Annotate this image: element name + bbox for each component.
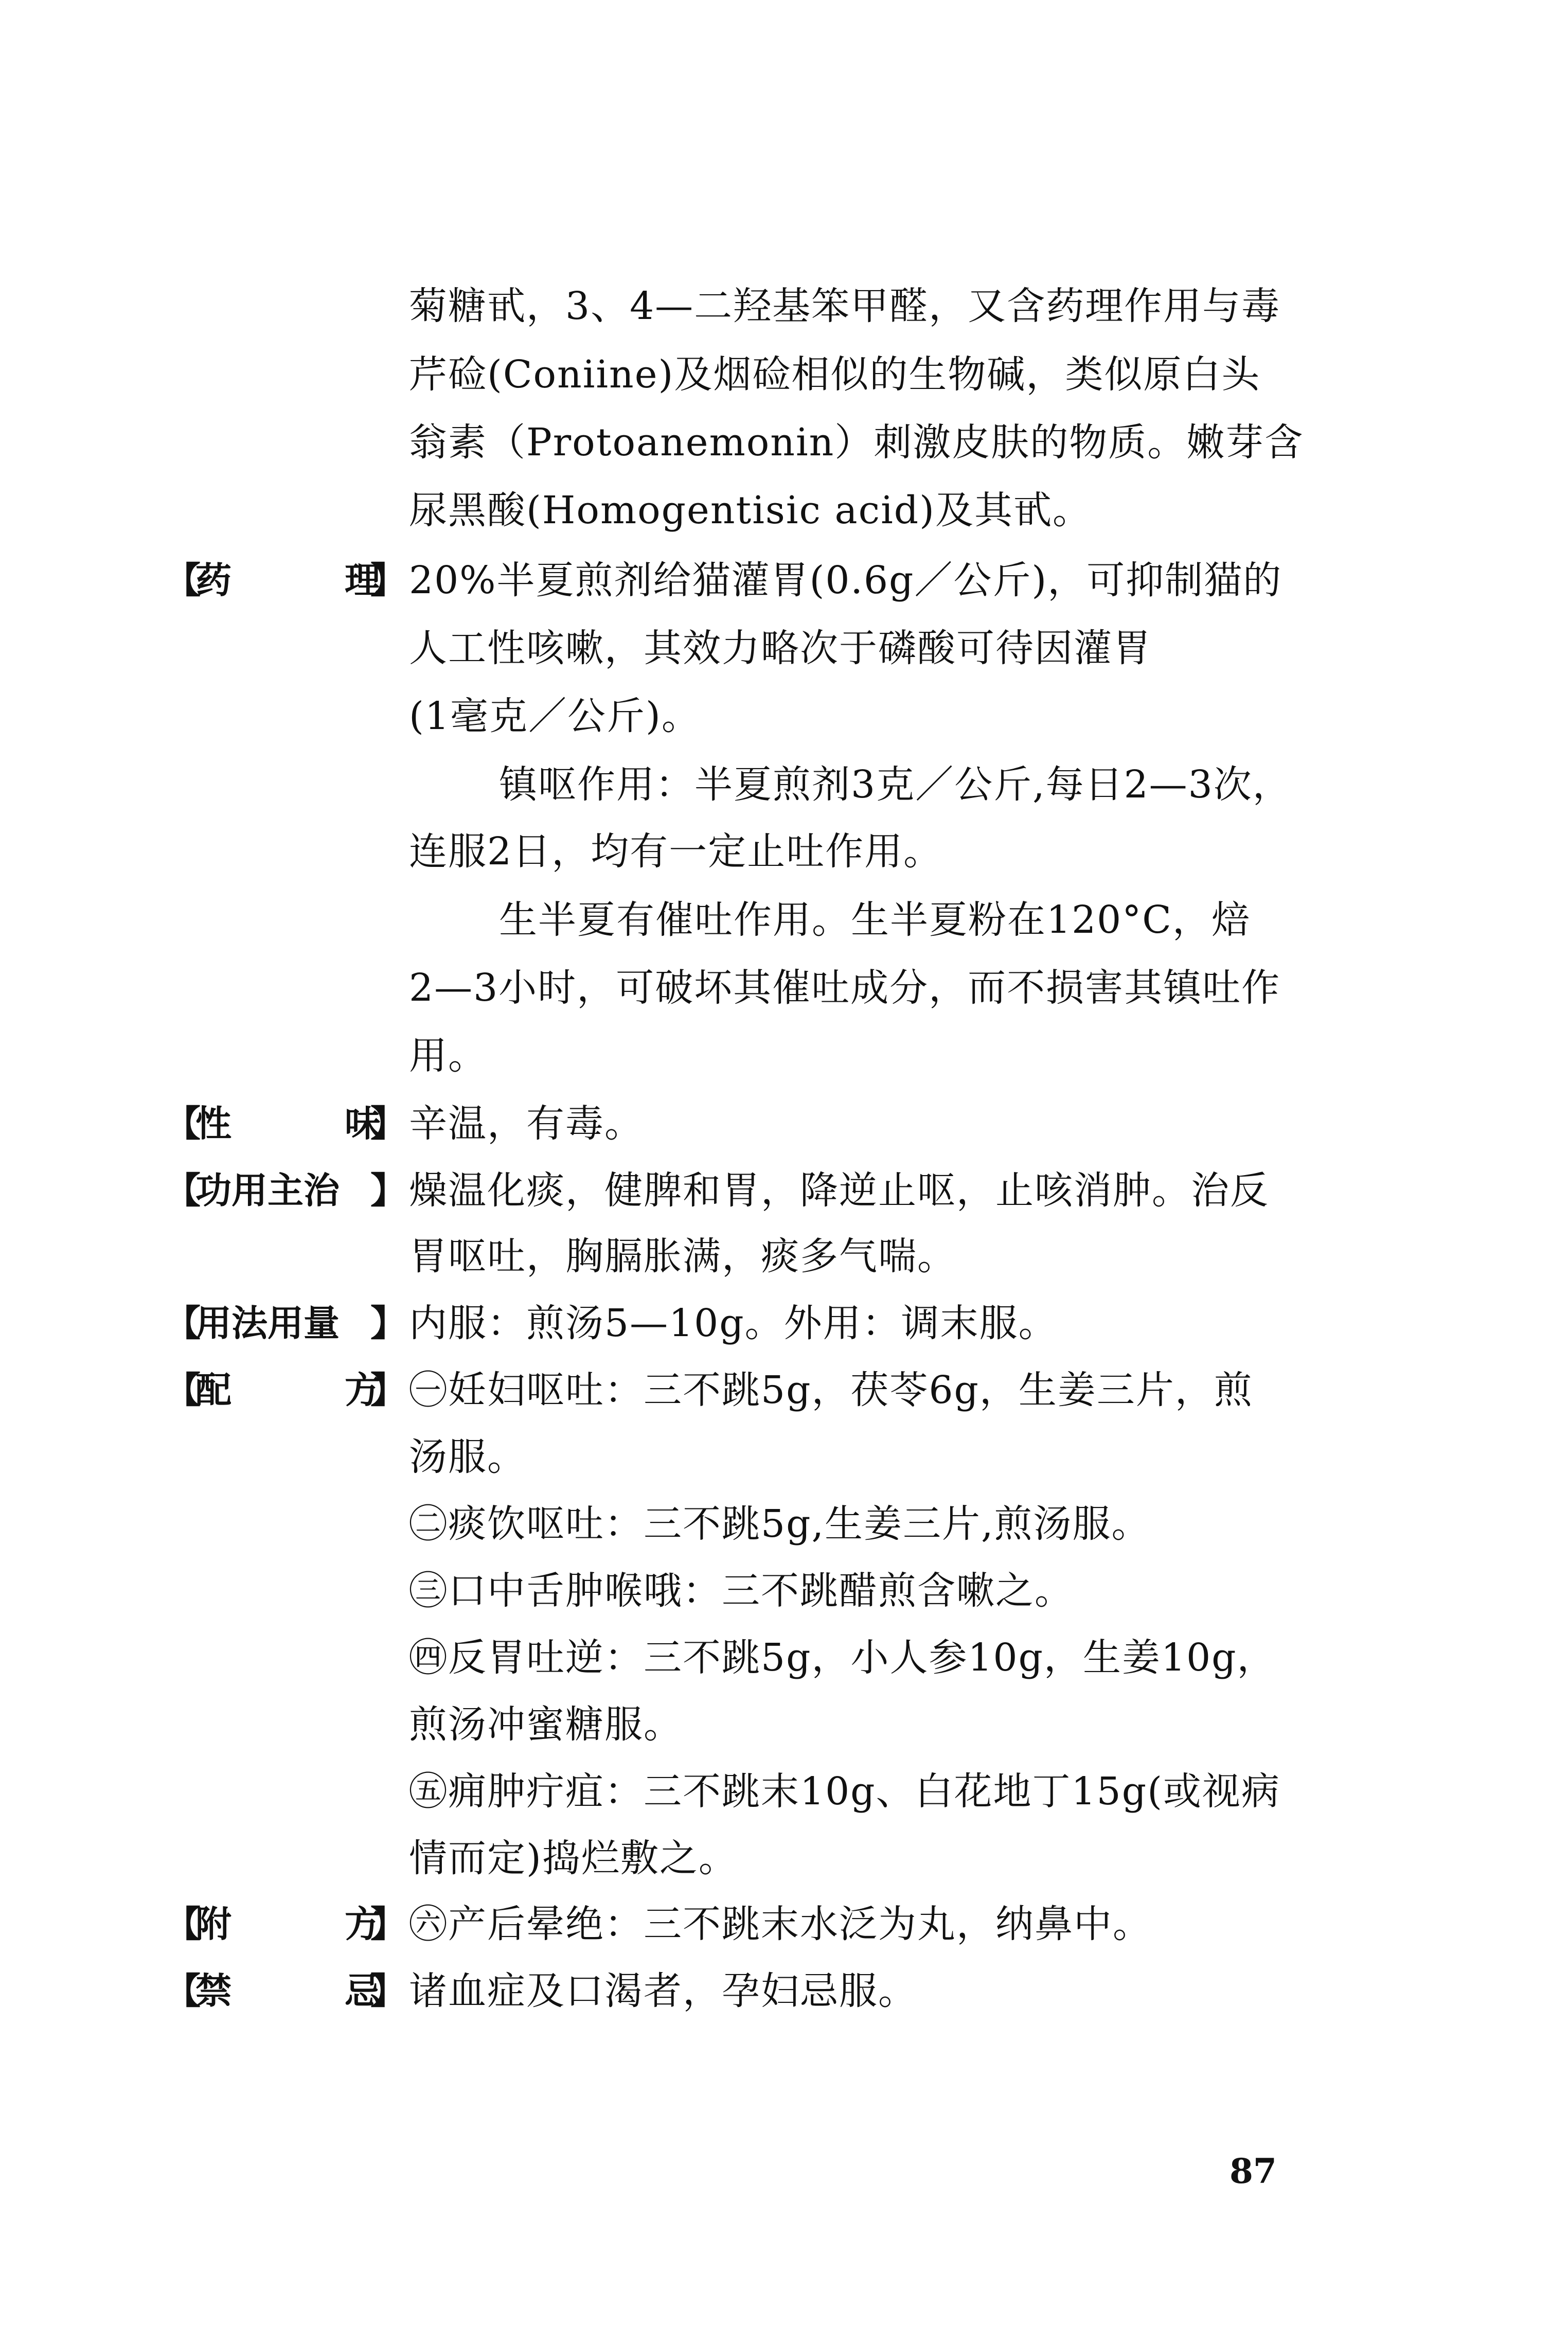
appended-line: ㊅产后晕绝：三不跳末水泛为丸，纳鼻中。 xyxy=(409,1902,1152,1946)
function-line: 燥温化痰，健脾和胃，降逆止呕，止咳消肿。治反 xyxy=(409,1168,1269,1213)
formula-item-line: ㊄痈肿疔疽：三不跳末10g、白花地丁15g(或视病 xyxy=(409,1769,1280,1814)
intro-line: 菊糖甙，3、4—二羟基笨甲醛，又含药理作用与毒 xyxy=(409,284,1281,328)
formula-item-line: ㊃反胃吐逆：三不跳5g，小人参10g，生姜10g， xyxy=(409,1636,1276,1680)
formula-item-line: ㊀妊妇呕吐：三不跳5g，茯苓6g，生姜三片，煎 xyxy=(409,1368,1253,1412)
pharmacology-line: 20%半夏煎剂给猫灌胃(0.6g／公斤)，可抑制猫的 xyxy=(409,558,1282,602)
formula-item-line: 煎汤冲蜜糖服。 xyxy=(409,1702,683,1747)
intro-line: 翁素（Protoanemonin）刺激皮肤的物质。嫩芽含 xyxy=(409,420,1304,465)
page-number: 87 xyxy=(1230,2151,1277,2191)
intro-line: 尿黑酸(Homogentisic acid)及其甙。 xyxy=(409,488,1092,532)
pharmacology-para2-line: 连服2日，均有一定止吐作用。 xyxy=(409,829,943,874)
document-page: 菊糖甙，3、4—二羟基笨甲醛，又含药理作用与毒 芹硷(Coniine)及烟硷相似的生物碱，类似原白头 翁素（Protoanemonin）刺激皮肤的物质。嫩芽含 尿黑酸(Homogentisic acid)及其甙。 【 药 理 】 20%半夏煎剂给猫灌胃(0.6g／公斤)，可抑制猫的 人工性咳嗽，其效力略次于磷酸可待因灌胃 (1毫克／公斤)。 镇呕作用：半夏煎剂3克／公斤,每日2—3次， 连服2日，均有一定止吐作用。 生半夏有催吐作用。生半夏粉在120°C，焙 2—3小时，可破坏其催吐成分，而不损害其镇吐作 用。 【 性 味 】 辛温，有毒。 【 功用主治 】 燥温化痰，健脾和胃，降逆止呕，止咳消肿。治反 胃呕吐，胸膈胀满，痰多气喘。 【 用法用量 】 内服：煎汤5—10g。外用：调末服。 【 配 方 】 ㊀妊妇呕吐：三不跳5g，茯苓6g，生姜三片，煎 汤服。 ㊁痰饮呕吐：三不跳5g,生姜三片,煎汤服。 ㊂口中舌肿喉哦：三不跳醋煎含嗽之。 ㊃反胃吐逆：三不跳5g，小人参10g，生姜10g， 煎汤冲蜜糖服。 ㊄痈肿疔疽：三不跳末10g、白花地丁15g(或视病 情而定)捣烂敷之。 【 附 方 】 ㊅产后晕绝：三不跳末水泛为丸，纳鼻中。 【 禁 忌 】 诸血症及口渴者，孕妇忌服。 87 xyxy=(0,0,1568,2344)
formula-item-line: 汤服。 xyxy=(409,1435,526,1479)
pharmacology-line: 人工性咳嗽，其效力略次于磷酸可待因灌胃 xyxy=(409,626,1152,670)
contra-line: 诸血症及口渴者，孕妇忌服。 xyxy=(409,1969,917,2013)
pharmacology-para2-line: 镇呕作用：半夏煎剂3克／公斤,每日2—3次， xyxy=(499,762,1292,807)
intro-line: 芹硷(Coniine)及烟硷相似的生物碱，类似原白头 xyxy=(409,352,1261,397)
formula-item-line: ㊁痰饮呕吐：三不跳5g,生姜三片,煎汤服。 xyxy=(409,1502,1151,1546)
pharmacology-line: (1毫克／公斤)。 xyxy=(409,694,701,738)
pharmacology-para3-line: 用。 xyxy=(409,1034,487,1078)
pharmacology-para3-line: 2—3小时，可破坏其催吐成分，而不损害其镇吐作 xyxy=(409,966,1281,1010)
function-line: 胃呕吐，胸膈胀满，痰多气喘。 xyxy=(409,1234,956,1278)
nature-line: 辛温，有毒。 xyxy=(409,1102,644,1146)
formula-item-line: ㊂口中舌肿喉哦：三不跳醋煎含嗽之。 xyxy=(409,1569,1074,1613)
formula-item-line: 情而定)捣烂敷之。 xyxy=(409,1836,738,1880)
pharmacology-para3-line: 生半夏有催吐作用。生半夏粉在120°C，焙 xyxy=(499,898,1251,942)
usage-line: 内服：煎汤5—10g。外用：调末服。 xyxy=(409,1301,1058,1345)
